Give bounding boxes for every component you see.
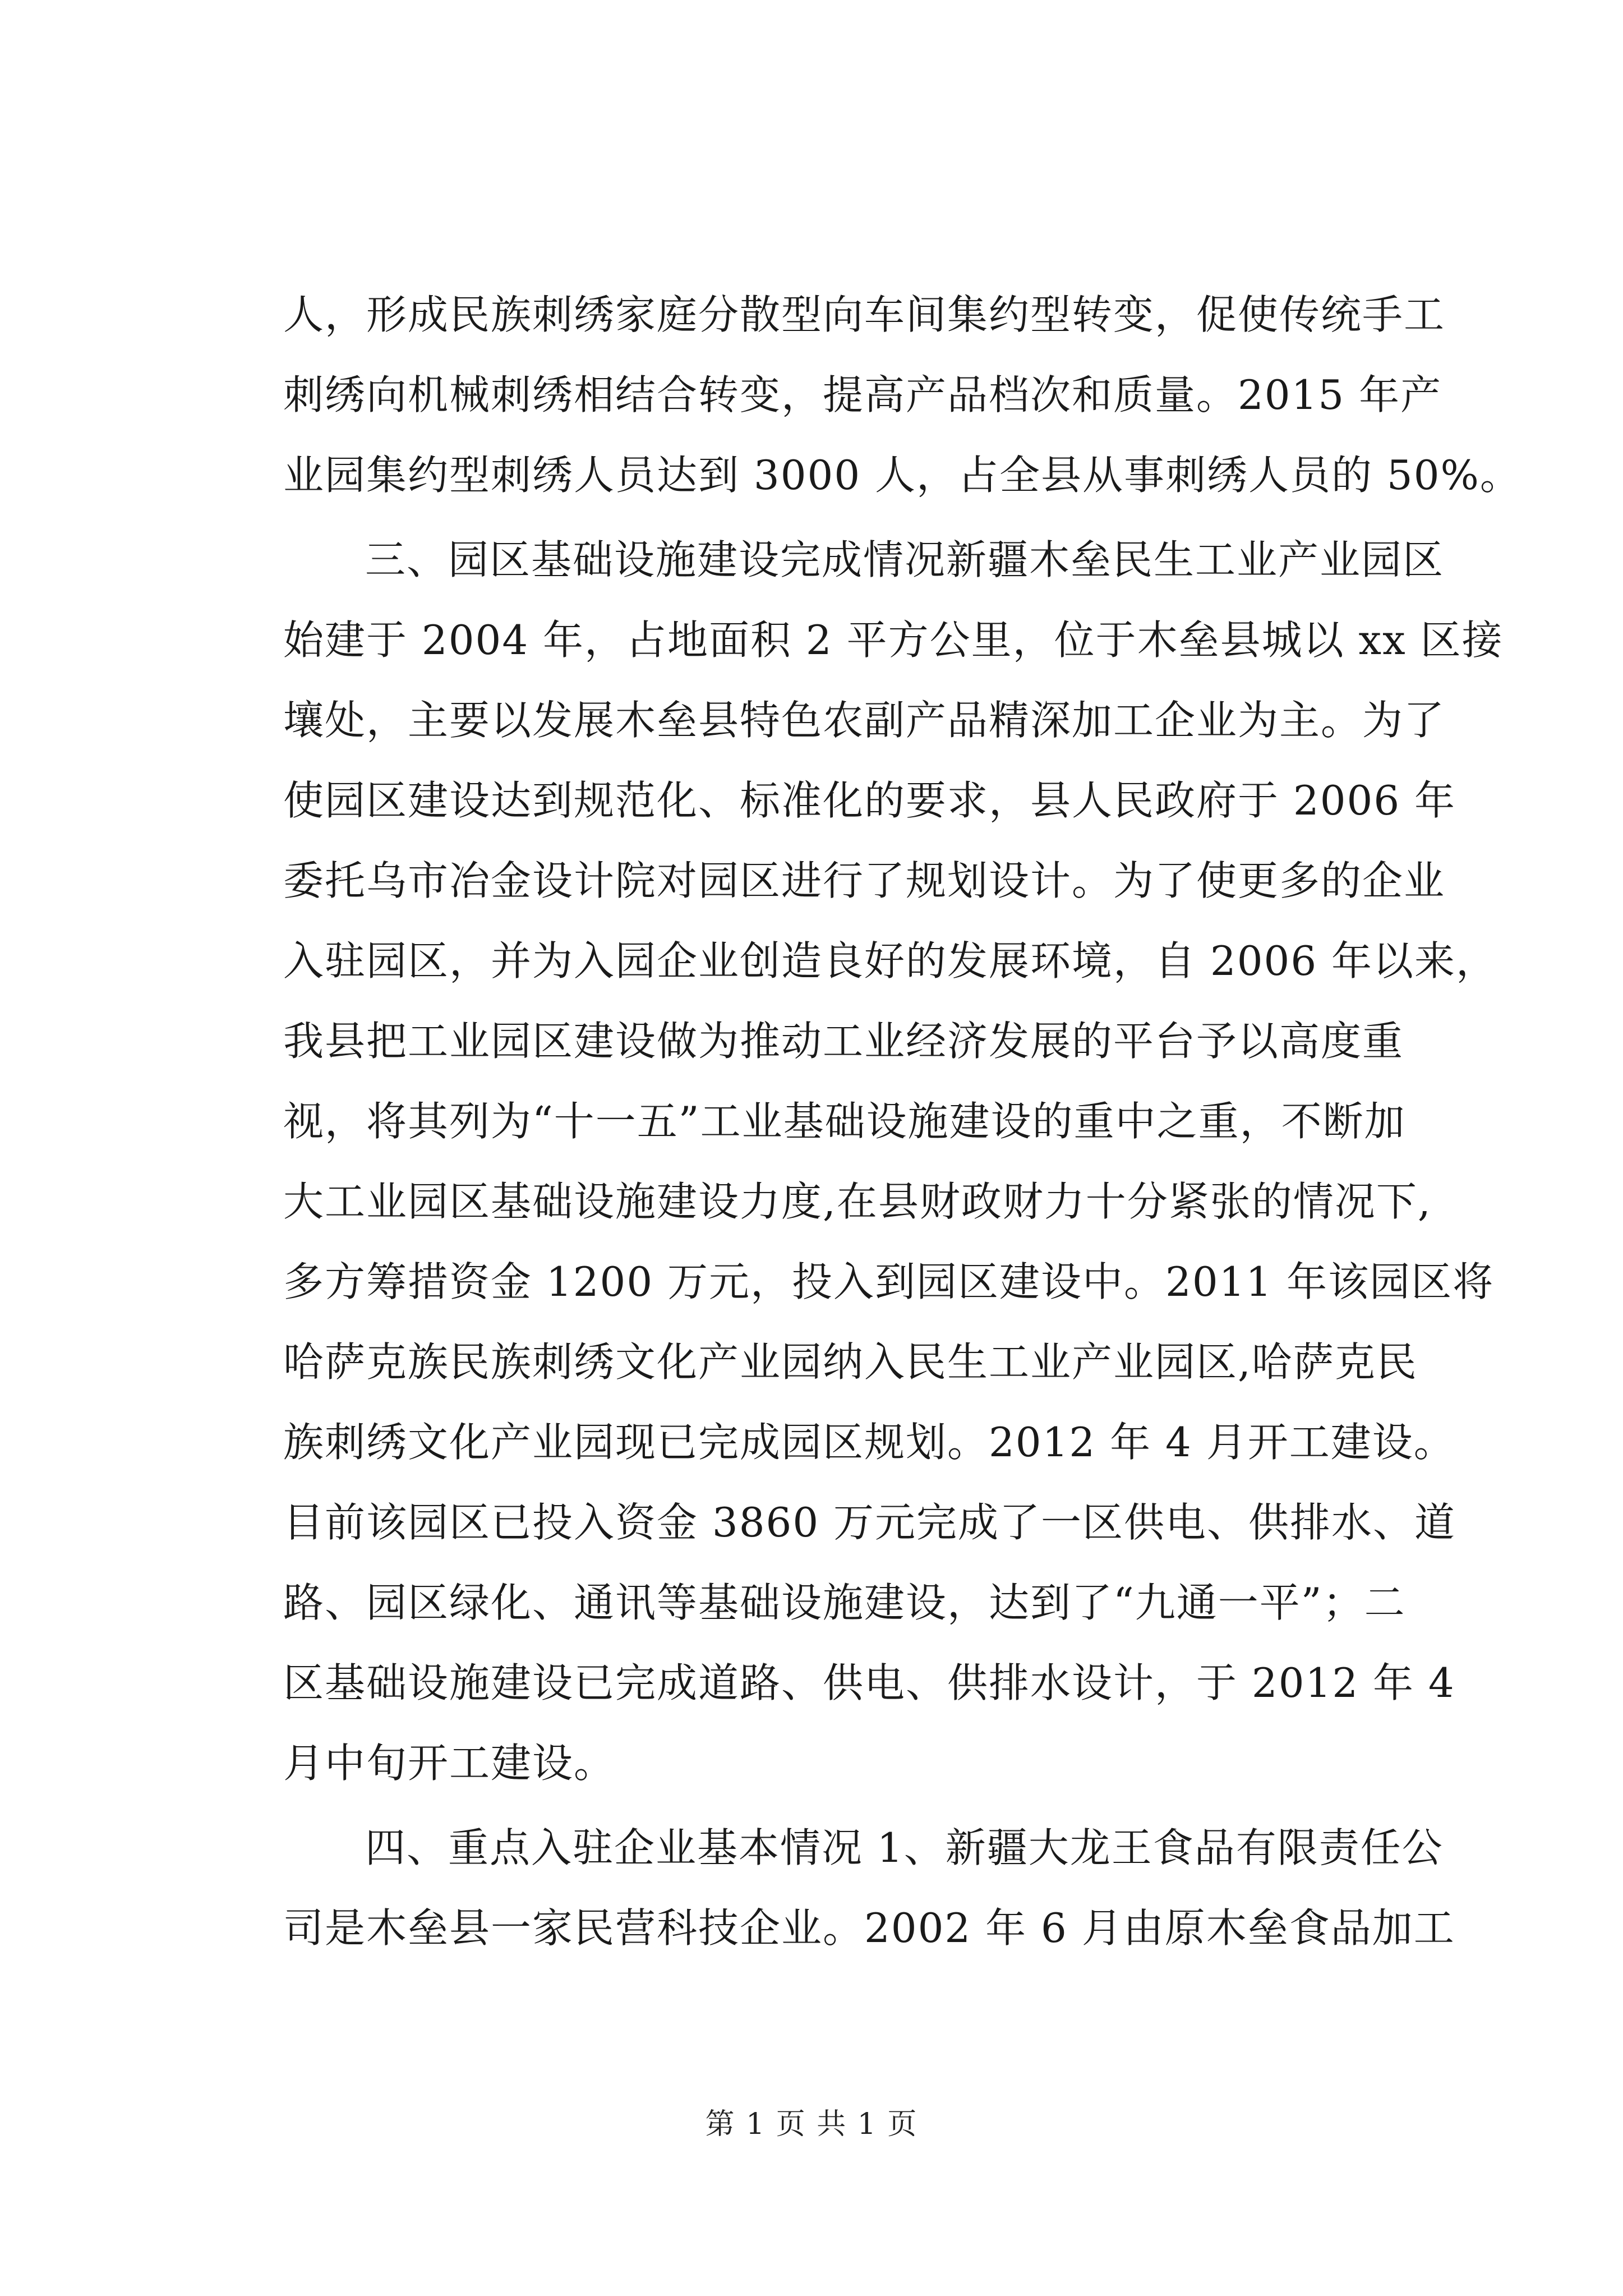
text-line: 区基础设施建设已完成道路、供电、供排水设计，于 2012 年 4	[283, 1659, 1455, 1706]
text-line: 业园集约型刺绣人员达到 3000 人，占全县从事刺绣人员的 50%。	[283, 452, 1521, 499]
text-line: 委托乌市冶金设计院对园区进行了规划设计。为了使更多的企业	[283, 857, 1446, 904]
text-line: 我县把工业园区建设做为推动工业经济发展的平台予以高度重	[283, 1018, 1404, 1065]
text-line: 刺绣向机械刺绣相结合转变，提高产品档次和质量。2015 年产	[283, 371, 1442, 418]
text-line: 人，形成民族刺绣家庭分散型向车间集约型转变，促使传统手工	[283, 291, 1446, 338]
text-line: 司是木垒县一家民营科技企业。2002 年 6 月由原木垒食品加工	[283, 1904, 1455, 1952]
page-footer: 第 1 页 共 1 页	[705, 2108, 918, 2141]
paragraph-gap	[283, 1803, 1343, 1808]
section-heading-line: 四、重点入驻企业基本情况 1、新疆大龙王食品有限责任公	[365, 1824, 1444, 1871]
text-line: 路、园区绿化、通讯等基础设施建设，达到了“九通一平”；二	[283, 1579, 1406, 1626]
text-line: 多方筹措资金 1200 万元，投入到园区建设中。2011 年该园区将	[283, 1258, 1495, 1305]
text-line: 目前该园区已投入资金 3860 万元完成了一区供电、供排水、道	[283, 1499, 1456, 1546]
document-body	[283, 275, 1521, 1968]
paragraph-gap	[283, 516, 1343, 520]
text-line: 月中旬开工建设。	[283, 1740, 616, 1787]
text-line: 族刺绣文化产业园现已完成园区规划。2012 年 4 月开工建设。	[283, 1419, 1455, 1466]
section-heading-line: 三、园区基础设施建设完成情况新疆木垒民生工业产业园区	[365, 536, 1445, 583]
text-line: 入驻园区，并为入园企业创造良好的发展环境，自 2006 年以来，	[283, 937, 1498, 984]
text-line: 使园区建设达到规范化、标准化的要求，县人民政府于 2006 年	[283, 777, 1456, 824]
text-line: 大工业园区基础设施建设力度,在县财政财力十分紧张的情况下,	[283, 1178, 1432, 1225]
text-line: 始建于 2004 年，占地面积 2 平方公里，位于木垒县城以 xx 区接	[283, 616, 1504, 664]
text-line: 视，将其列为“十一五”工业基础设施建设的重中之重，不断加	[283, 1098, 1406, 1145]
text-line: 哈萨克族民族刺绣文化产业园纳入民生工业产业园区,哈萨克民	[283, 1338, 1418, 1386]
text-line: 壤处，主要以发展木垒县特色农副产品精深加工企业为主。为了	[283, 697, 1446, 744]
